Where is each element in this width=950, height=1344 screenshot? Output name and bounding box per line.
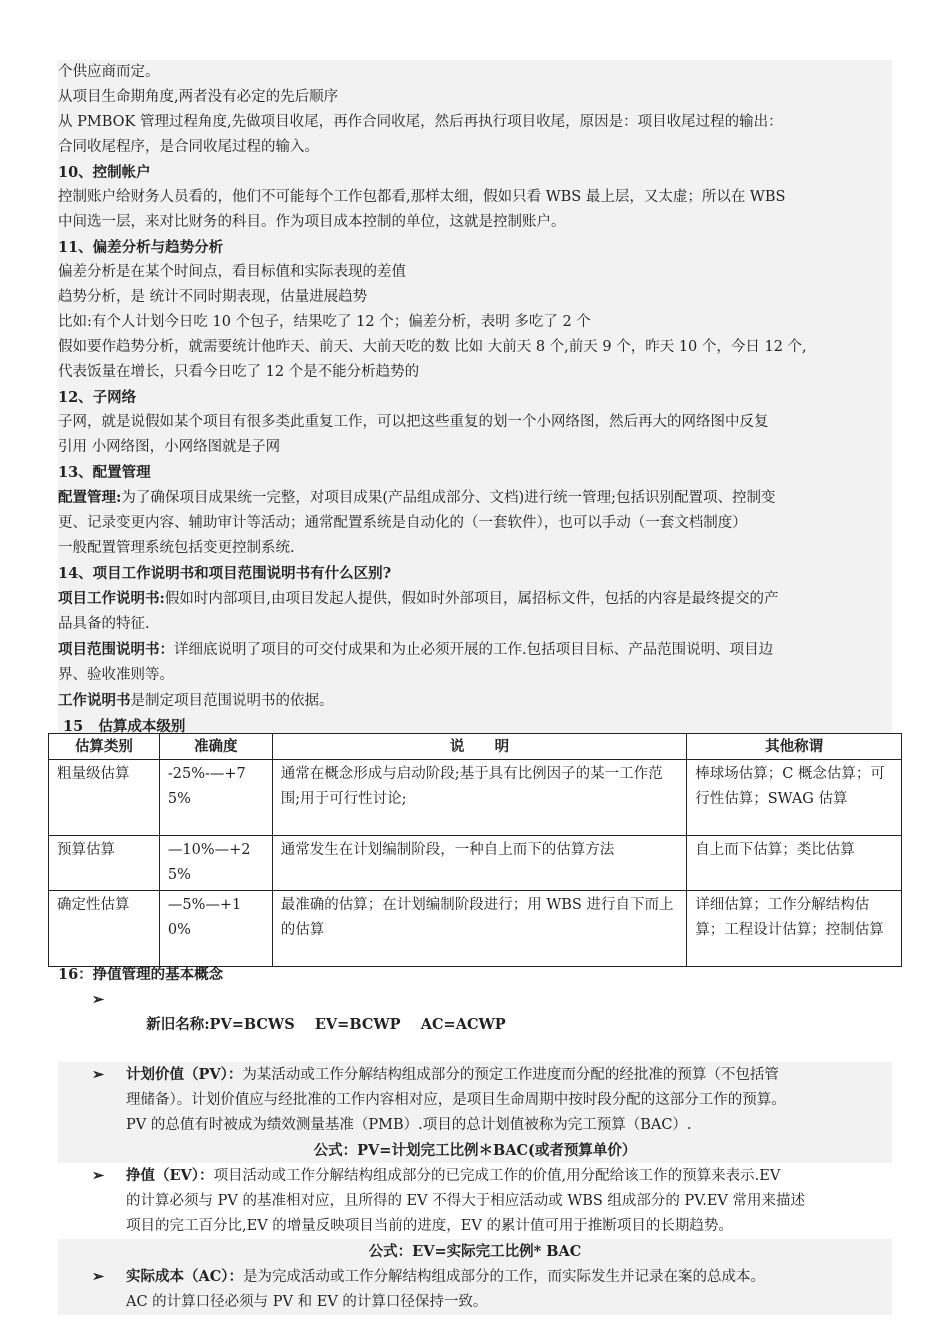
section-heading-16: 16：挣值管理的基本概念 bbox=[58, 966, 224, 983]
scope-label: 项目范围说明书： bbox=[58, 641, 174, 658]
text-line: 合同收尾程序，是合同收尾过程的输入。 bbox=[58, 139, 319, 155]
text-line: 个供应商而定。 bbox=[58, 64, 160, 80]
ev-formula: 公式：EV=实际完工比例* BAC bbox=[58, 1239, 892, 1264]
pv-text: 为某活动或工作分解结构组成部分的预定工作进度而分配的经批准的预算（不包括管 bbox=[242, 1067, 779, 1083]
bullet-item-names bbox=[58, 987, 892, 1062]
arrow-bullet-icon: ➢ bbox=[92, 1268, 105, 1285]
ws-text: 是制定项目范围说明书的依据。 bbox=[130, 693, 334, 709]
text-line: 引用 小网络图，小网络图就是子网 bbox=[58, 439, 281, 455]
section-heading-14: 14、项目工作说明书和项目范围说明书有什么区别? bbox=[58, 565, 392, 582]
table-header: 说 明 bbox=[272, 734, 686, 760]
bullet-item-pv bbox=[58, 1062, 892, 1138]
text-line: 子网，就是说假如某个项目有很多类此重复工作，可以把这些重复的划一个小网络图，然后再大的网络图中反复 bbox=[58, 414, 769, 430]
section-heading-12: 12、子网络 bbox=[58, 389, 137, 406]
pv-label: 计划价值（PV）： bbox=[126, 1066, 243, 1083]
ev-text: 项目的完工百分比,EV 的增量反映项目当前的进度，EV 的累计值可用于推断项目的长期趋势。 bbox=[126, 1218, 733, 1234]
table-cell: —10%—+25% bbox=[159, 836, 272, 891]
text-line: 更、记录变更内容、辅助审计等活动；通常配置系统是自动化的（一套软件），也可以手动（一套文档制度） bbox=[58, 515, 747, 531]
text-line: 趋势分析，是 统计不同时期表现，估量进展趋势 bbox=[58, 289, 368, 305]
table-cell: 自上而下估算；类比估算 bbox=[687, 836, 902, 891]
sow-text: 假如时内部项目,由项目发起人提供，假如时外部项目，属招标文件，包括的内容是最终提交的产 bbox=[164, 591, 779, 607]
text-line: 控制账户给财务人员看的，他们不可能每个工作包都看,那样太细，假如只看 WBS 最上层，又太虚；所以在 WBS bbox=[58, 189, 786, 205]
table-header: 其他称谓 bbox=[687, 734, 902, 760]
scope-line bbox=[58, 637, 892, 663]
bullet-item-ac bbox=[58, 1264, 892, 1315]
table-cell: 最准确的估算；在计划编制阶段进行；用 WBS 进行自下而上的估算 bbox=[272, 891, 686, 967]
text-line: 假如要作趋势分析，就需要统计他昨天、前天、大前天吃的数 比如 大前天 8 个,前天 9 个，昨天 10 个，今日 12 个, bbox=[58, 339, 807, 355]
ac-text: 是为完成活动或工作分解结构组成部分的工作，而实际发生并记录在案的总成本。 bbox=[243, 1269, 766, 1285]
ev-text: 项目活动或工作分解结构组成部分的已完成工作的价值,用分配给该工作的预算来表示.EV bbox=[213, 1168, 781, 1184]
bullet-item-ev bbox=[58, 1163, 892, 1239]
config-mgmt-line bbox=[58, 485, 892, 511]
table-cell: 棒球场估算；C 概念估算；可行性估算；SWAG 估算 bbox=[687, 760, 902, 836]
text-line: 界、验收准则等。 bbox=[58, 667, 174, 683]
ev-label: 挣值（EV）： bbox=[126, 1167, 214, 1184]
ac-text: AC 的计算口径必须与 PV 和 EV 的计算口径保持一致。 bbox=[126, 1294, 488, 1310]
table-cell: -25%-—+75% bbox=[159, 760, 272, 836]
text-line: 品具备的特征. bbox=[58, 616, 150, 632]
ac-label: 实际成本（AC）： bbox=[126, 1268, 244, 1285]
table-cell: 通常在概念形成与启动阶段;基于具有比例因子的某一工作范围;用于可行性讨论; bbox=[272, 760, 686, 836]
table-cell: 通常发生在计划编制阶段，一种自上而下的估算方法 bbox=[272, 836, 686, 891]
text-line: 偏差分析是在某个时间点，看目标值和实际表现的差值 bbox=[58, 264, 406, 280]
text-line: 中间选一层，来对比财务的科目。作为项目成本控制的单位，这就是控制账户。 bbox=[58, 214, 566, 230]
scope-text: 详细底说明了项目的可交付成果和为止必须开展的工作.包括项目目标、产品范围说明、项目边 bbox=[174, 642, 774, 658]
table-cell: 详细估算；工作分解结构估算；工程设计估算；控制估算 bbox=[687, 891, 902, 967]
text-line: 代表饭量在增长，只看今日吃了 12 个是不能分析趋势的 bbox=[58, 364, 420, 380]
text-block-top bbox=[58, 60, 892, 733]
cost-estimate-table bbox=[48, 733, 902, 967]
config-mgmt-text: 为了确保项目成果统一完整，对项目成果(产品组成部分、文档)进行统一管理;包括识别配置项、控制变 bbox=[121, 490, 776, 506]
sow-line bbox=[58, 586, 892, 612]
table-cell: 预算估算 bbox=[49, 836, 160, 891]
table-header-row bbox=[49, 734, 902, 760]
pv-formula: 公式：PV=计划完工比例＊BAC(或者预算单价） bbox=[58, 1138, 892, 1163]
ev-text: 的计算必须与 PV 的基准相对应，且所得的 EV 不得大于相应活动或 WBS 组成部分的 PV.EV 常用来描述 bbox=[126, 1193, 806, 1209]
text-line: 从 PMBOK 管理过程角度,先做项目收尾，再作合同收尾，然后再执行项目收尾，原因是：项目收尾过程的输出： bbox=[58, 114, 783, 130]
config-mgmt-label: 配置管理: bbox=[58, 489, 122, 506]
table-header: 准确度 bbox=[159, 734, 272, 760]
table-row bbox=[49, 760, 902, 836]
section-heading-10: 10、控制帐户 bbox=[58, 164, 151, 181]
table-row bbox=[49, 891, 902, 967]
table-cell: 确定性估算 bbox=[49, 891, 160, 967]
section-heading-15: 15 估算成本级别 bbox=[58, 718, 186, 735]
table-cell: —5%—+10% bbox=[159, 891, 272, 967]
text-block-ev bbox=[58, 962, 892, 1315]
ws-label: 工作说明书 bbox=[58, 692, 131, 709]
text-line: 从项目生命期角度,两者没有必定的先后顺序 bbox=[58, 89, 339, 105]
pv-text: 理储备）。计划价值应与经批准的工作内容相对应，是项目生命周期中按时段分配的这部分工作的预算。 bbox=[126, 1092, 786, 1108]
arrow-bullet-icon: ➢ bbox=[92, 1167, 105, 1184]
table-header: 估算类别 bbox=[49, 734, 160, 760]
arrow-bullet-icon: ➢ bbox=[92, 1066, 105, 1083]
bullet-text: 新旧名称:PV=BCWS EV=BCWP AC=ACWP bbox=[146, 1016, 506, 1033]
ws-line bbox=[58, 688, 892, 714]
arrow-bullet-icon: ➢ bbox=[92, 991, 105, 1008]
text-line: 比如:有个人计划今日吃 10 个包子，结果吃了 12 个；偏差分析，表明 多吃了 2 个 bbox=[58, 314, 591, 330]
table-row bbox=[49, 836, 902, 891]
text-line: 一般配置管理系统包括变更控制系统. bbox=[58, 540, 295, 556]
sow-label: 项目工作说明书: bbox=[58, 590, 165, 607]
section-heading-11: 11、偏差分析与趋势分析 bbox=[58, 239, 224, 256]
section-heading-13: 13、配置管理 bbox=[58, 464, 151, 481]
pv-text: PV 的总值有时被成为绩效测量基准（PMB）.项目的总计划值被称为完工预算（BAC）. bbox=[126, 1117, 692, 1133]
table-cell: 粗量级估算 bbox=[49, 760, 160, 836]
